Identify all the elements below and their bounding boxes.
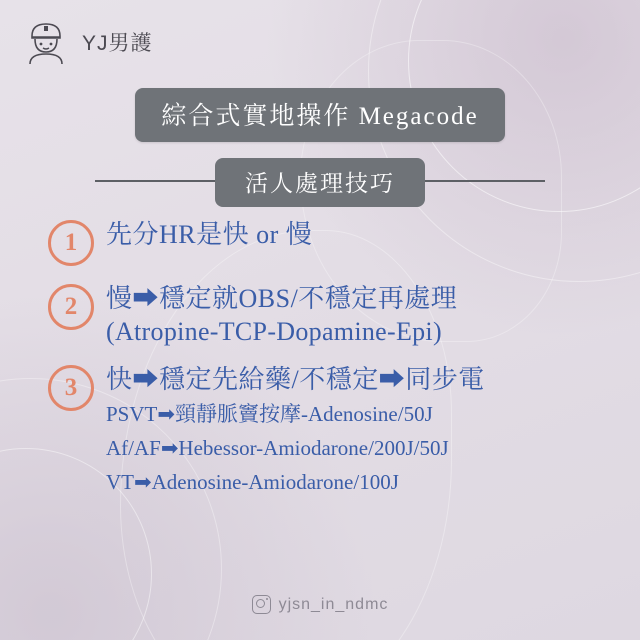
item-line: 先分HR是快 or 慢	[106, 220, 313, 249]
item-line: (Atropine-TCP-Dopamine-Epi)	[106, 317, 442, 347]
item-number-badge: 1	[48, 220, 94, 266]
item-body	[106, 218, 604, 251]
content-list	[48, 218, 604, 508]
instagram-icon	[252, 595, 271, 614]
item-body	[106, 363, 604, 498]
item-line: 慢➡穩定就OBS/不穩定再處理	[106, 284, 458, 313]
brand-name: YJ男護	[82, 32, 153, 55]
item-line: 快➡穩定先給藥/不穩定➡同步電	[106, 365, 485, 395]
subtitle-row	[0, 158, 640, 202]
list-item	[48, 363, 604, 498]
list-item	[48, 218, 604, 266]
item-number-badge: 3	[48, 365, 94, 411]
header	[22, 18, 153, 66]
instagram-handle: yjsn_in_ndmc	[278, 595, 389, 613]
item-number-badge: 2	[48, 284, 94, 330]
person-avatar-icon	[22, 18, 70, 66]
footer	[0, 595, 640, 614]
title-block	[0, 88, 640, 202]
list-item	[48, 282, 604, 349]
item-detail: Af/AF➡Hebessor-Amiodarone/200J/50J	[106, 436, 449, 461]
page-subtitle: 活人處理技巧	[215, 158, 425, 207]
page-title: 綜合式實地操作 Megacode	[135, 88, 504, 142]
item-detail: VT➡Adenosine-Amiodarone/100J	[106, 469, 399, 494]
item-detail: PSVT➡頸靜脈竇按摩-Adenosine/50J	[106, 402, 433, 427]
item-body	[106, 282, 604, 349]
